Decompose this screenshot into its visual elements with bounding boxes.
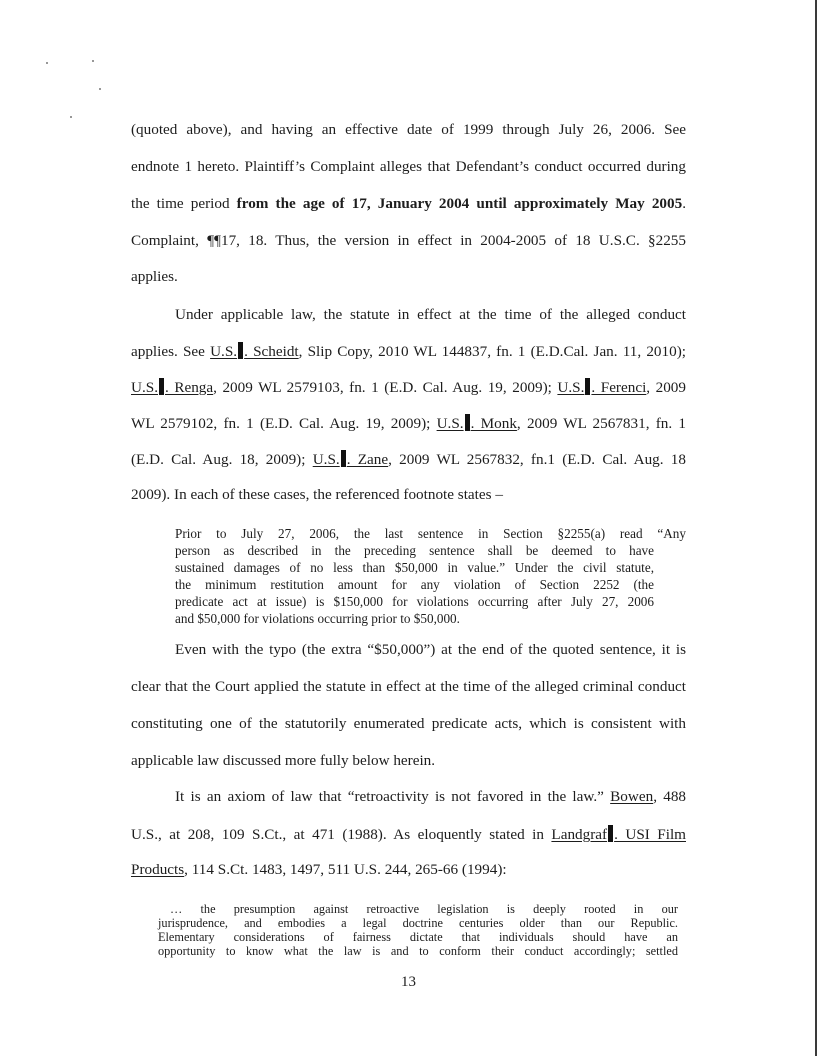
case-citation: U.S. . Renga <box>131 379 214 396</box>
redaction-mark <box>608 825 613 842</box>
block-quote-line: Prior to July 27, 2006, the last sentence in Section §2255(a) read “Any <box>175 526 686 541</box>
block-quote-line: predicate act at issue) is $150,000 for violations occurring after July 27, 2006 <box>175 594 654 609</box>
case-citation: U.S. . Zane <box>312 451 389 468</box>
case-citation: Products <box>131 861 185 878</box>
text-run: applies. See <box>131 343 211 360</box>
scan-speck <box>70 116 72 118</box>
case-citation: U.S. . Scheidt <box>210 343 299 360</box>
paragraph-line <box>131 195 686 213</box>
block-quote-line: opportunity to know what the law is and to conform their conduct accordingly; settled <box>158 944 678 958</box>
text-run: (E.D. Cal. Aug. 18, 2009); <box>131 451 313 468</box>
redaction-mark <box>159 378 164 395</box>
text-run: , 2009 WL 2579103, fn. 1 (E.D. Cal. Aug. 19, 2009); <box>213 379 558 396</box>
paragraph-line: Under applicable law, the statute in effect at the time of the alleged conduct <box>175 306 686 323</box>
bold-text: from the age of 17, January 2004 until approximately May 2005 <box>236 195 683 212</box>
text-run: the time period <box>131 195 237 212</box>
case-citation: Bowen <box>610 788 654 805</box>
paragraph-line <box>175 788 686 806</box>
block-quote-line: and $50,000 for violations occurring prior to $50,000. <box>175 611 460 626</box>
text-run: , 2009 WL 2567832, fn.1 (E.D. Cal. Aug. 18 <box>388 451 686 468</box>
paragraph-line: (quoted above), and having an effective date of 1999 through July 26, 2006. See <box>131 121 686 138</box>
block-quote-line: person as described in the preceding sentence shall be deemed to have <box>175 543 654 558</box>
text-run: . <box>682 195 686 212</box>
paragraph-line: clear that the Court applied the statute in effect at the time of the alleged criminal conduct <box>131 678 686 695</box>
paragraph-line: 2009). In each of these cases, the referenced footnote states – <box>131 486 503 503</box>
text-run: U.S., at 208, 109 S.Ct., at 471 (1988). As eloquently stated in <box>131 826 552 843</box>
text-run: , 2009 WL 2567831, fn. 1 <box>516 415 686 432</box>
redaction-mark <box>585 378 590 395</box>
text-run: , 114 S.Ct. 1483, 1497, 511 U.S. 244, 265-66 (1994): <box>184 861 507 878</box>
paragraph-line: Complaint, ¶¶17, 18. Thus, the version in effect in 2004-2005 of 18 U.S.C. §2255 <box>131 232 686 249</box>
redaction-mark <box>238 342 243 359</box>
paragraph-line <box>131 378 686 397</box>
paragraph-line: constituting one of the statutorily enumerated predicate acts, which is consistent with <box>131 715 686 732</box>
text-run: , 488 <box>653 788 687 805</box>
text-run: , Slip Copy, 2010 WL 144837, fn. 1 (E.D.Cal. Jan. 11, 2010); <box>298 343 686 360</box>
scan-speck <box>99 88 101 90</box>
text-run: WL 2579102, fn. 1 (E.D. Cal. Aug. 19, 2009); <box>131 415 437 432</box>
case-citation: Landgraf . USI Film <box>551 826 686 843</box>
page-number: 13 <box>401 974 416 990</box>
redaction-mark <box>465 414 470 431</box>
text-run: It is an axiom of law that “retroactivity is not favored in the law.” <box>175 788 611 805</box>
paragraph-line <box>131 825 686 844</box>
block-quote-line: the minimum restitution amount for any violation of Section 2252 (the <box>175 577 654 592</box>
scan-speck <box>46 62 48 64</box>
paragraph-line: applicable law discussed more fully below herein. <box>131 752 436 769</box>
block-quote-line: jurisprudence, and embodies a legal doctrine centuries older than our Republic. <box>158 916 678 930</box>
paragraph-line: Even with the typo (the extra “$50,000”) at the end of the quoted sentence, it is <box>175 641 686 658</box>
case-citation: U.S. . Monk <box>436 415 517 432</box>
paragraph-line: endnote 1 hereto. Plaintiff’s Complaint alleges that Defendant’s conduct occurred during <box>131 158 686 175</box>
paragraph-line <box>131 861 686 879</box>
case-citation: U.S. . Ferenci <box>557 379 647 396</box>
redaction-mark <box>341 450 346 467</box>
paragraph-line <box>131 450 686 469</box>
paragraph-line: applies. <box>131 268 178 285</box>
paragraph-line <box>131 342 686 361</box>
block-quote-line: sustained damages of no less than $50,000 in value.” Under the civil statute, <box>175 560 654 575</box>
block-quote-line: Elementary considerations of fairness dictate that individuals should have an <box>158 930 678 944</box>
paragraph-line <box>131 414 686 433</box>
text-run: , 2009 <box>646 379 686 396</box>
block-quote-line: … the presumption against retroactive legislation is deeply rooted in our <box>170 902 678 916</box>
scan-speck <box>92 60 94 62</box>
